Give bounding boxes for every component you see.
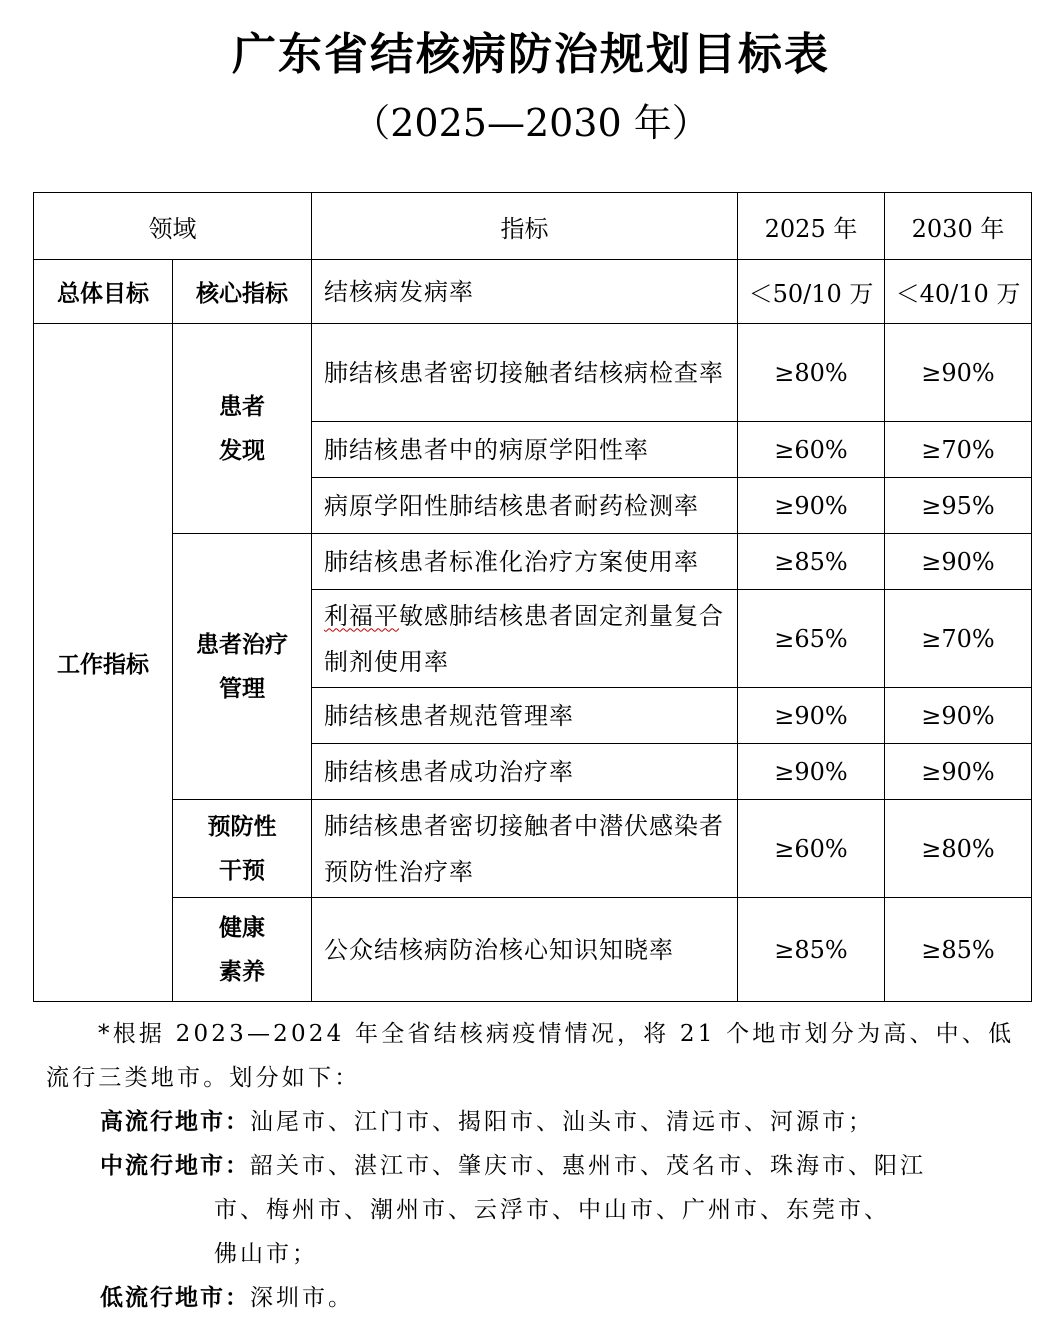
value-2025-cell: ≥85% [738,898,885,1002]
table-row [34,800,1032,898]
value-2030-cell: ≥90% [885,534,1032,590]
header-2025: 2025 年 [738,193,885,260]
indicator-cell: 肺结核患者密切接触者中潜伏感染者预防性治疗率 [312,800,738,898]
value-2025-cell: ≥85% [738,534,885,590]
group-name-cell [173,324,312,534]
value-2025-cell: ≥60% [738,800,885,898]
indicator-cell: 病原学阳性肺结核患者耐药检测率 [312,478,738,534]
overall-domain-cell: 总体目标 [34,260,173,324]
indicator-cell: 公众结核病防治核心知识知晓率 [312,898,738,1002]
high-prevalence-cities: 汕尾市、江门市、揭阳市、汕头市、清远市、河源市； [250,1109,874,1135]
low-prevalence-label: 低流行地市： [100,1285,250,1311]
footnotes [46,1012,1026,1320]
group-name-line: 健康 [219,914,265,941]
value-2030-cell: ≥70% [885,590,1032,688]
group-name-line: 患者治疗 [196,631,288,658]
value-2030-cell: ≥90% [885,744,1032,800]
value-2025-cell: ≥80% [738,324,885,422]
indicator-cell: 结核病发病率 [312,260,738,324]
table-row [34,324,1032,422]
page-subtitle: （2025—2030 年） [352,101,710,145]
table-row [34,534,1032,590]
group-name-line: 预防性 [207,813,277,840]
indicator-cell: 肺结核患者标准化治疗方案使用率 [312,534,738,590]
mid-prevalence-continuation: 佛山市； [214,1241,318,1267]
value-2025-cell: ≥90% [738,478,885,534]
indicator-cell: 肺结核患者规范管理率 [312,688,738,744]
header-2030: 2030 年 [885,193,1032,260]
group-name-line: 发现 [219,437,265,464]
value-2025-cell: ≥90% [738,744,885,800]
value-2025-cell: ≥90% [738,688,885,744]
value-2030-cell: ＜40/10 万 [885,260,1032,324]
value-2030-cell: ≥90% [885,688,1032,744]
table-row [34,898,1032,1002]
table-row [34,260,1032,324]
value-2030-cell: ≥95% [885,478,1032,534]
indicator-cell: 肺结核患者密切接触者结核病检查率 [312,324,738,422]
value-2030-cell: ≥70% [885,422,1032,478]
header-indicator: 指标 [312,193,738,260]
mid-prevalence-label: 中流行地市： [100,1153,250,1179]
work-domain-cell: 工作指标 [34,324,173,1002]
target-table [33,192,1032,1002]
low-prevalence-cities: 深圳市。 [250,1285,354,1311]
table-header-row [34,193,1032,260]
overall-sub-cell: 核心指标 [173,260,312,324]
spellcheck-marked-text: 利福平 [324,601,399,630]
group-name-line: 干预 [219,857,265,884]
high-prevalence-line [46,1100,1026,1144]
value-2030-cell: ≥85% [885,898,1032,1002]
indicator-cell: 肺结核患者成功治疗率 [312,744,738,800]
mid-prevalence-line [46,1144,1026,1188]
group-name-line: 管理 [219,675,265,702]
value-2030-cell: ≥90% [885,324,1032,422]
group-name-line: 素养 [219,958,265,985]
group-name-cell [173,898,312,1002]
header-domain: 领域 [34,193,312,260]
group-name-line: 患者 [219,393,265,420]
indicator-cell [312,590,738,688]
footnote-intro: *根据 2023—2024 年全省结核病疫情情况，将 21 个地市划分为高、中、低流行三类地市。划分如下： [46,1021,1015,1091]
high-prevalence-label: 高流行地市： [100,1109,250,1135]
mid-prevalence-cities: 韶关市、湛江市、肇庆市、惠州市、茂名市、珠海市、阳江 [250,1153,926,1179]
value-2030-cell: ≥80% [885,800,1032,898]
low-prevalence-line [46,1276,1026,1320]
value-2025-cell: ≥60% [738,422,885,478]
indicator-text: 敏感肺结核患者固定剂量复合制剂使用率 [324,601,724,676]
page-title: 广东省结核病防治规划目标表 [232,29,830,80]
group-name-cell [173,534,312,800]
value-2025-cell: ≥65% [738,590,885,688]
indicator-cell: 肺结核患者中的病原学阳性率 [312,422,738,478]
value-2025-cell: ＜50/10 万 [738,260,885,324]
group-name-cell [173,800,312,898]
mid-prevalence-continuation: 市、梅州市、潮州市、云浮市、中山市、广州市、东莞市、 [214,1197,890,1223]
